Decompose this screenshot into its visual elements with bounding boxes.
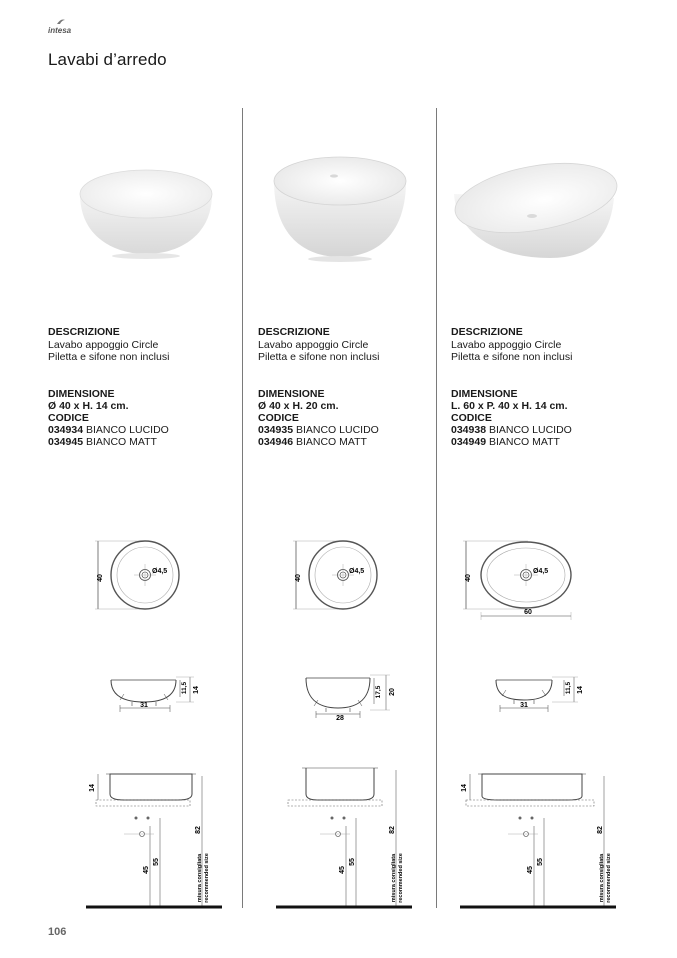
product-finish: BIANCO MATT	[85, 436, 157, 448]
dimension-label: 14	[461, 784, 468, 792]
dimension-label: 14	[577, 686, 584, 694]
dimension-label: 82	[597, 826, 604, 834]
description-heading: DESCRIZIONE	[48, 326, 120, 338]
description-heading: DESCRIZIONE	[258, 326, 330, 338]
dimension-label: 31	[520, 702, 528, 709]
recommended-size-note: recommended size	[606, 853, 612, 903]
description-line: Lavabo appoggio Circle	[48, 339, 159, 351]
dimension-label: 17,5	[375, 685, 382, 699]
description-heading: DESCRIZIONE	[451, 326, 523, 338]
dimension-label: 31	[140, 702, 148, 709]
dimension-heading: DIMENSIONE	[48, 388, 115, 400]
top-view-drawing	[458, 538, 578, 624]
product-photo-oval-basin	[450, 158, 620, 266]
description-line: Piletta e sifone non inclusi	[48, 351, 170, 363]
product-finish: BIANCO LUCIDO	[488, 424, 572, 436]
product-code: 034935	[258, 424, 294, 436]
dimension-label: 45	[143, 866, 150, 874]
product-finish: BIANCO LUCIDO	[295, 424, 379, 436]
recommended-size-note: misura consigliata	[391, 853, 397, 903]
dimension-label: 28	[336, 715, 344, 722]
product-code: 034938	[451, 424, 487, 436]
product-code: 034946	[258, 436, 294, 448]
product-finish: BIANCO MATT	[295, 436, 367, 448]
dimension-label: 55	[153, 858, 160, 866]
column-divider	[436, 108, 437, 908]
top-view-drawing	[288, 538, 388, 612]
recommended-size-note: recommended size	[204, 853, 210, 903]
dimension-label: Ø4,5	[349, 568, 365, 575]
column-divider	[242, 108, 243, 908]
description-line: Piletta e sifone non inclusi	[451, 351, 573, 363]
dimension-label: 45	[527, 866, 534, 874]
dimension-label: 45	[339, 866, 346, 874]
dimension-heading: DIMENSIONE	[258, 388, 325, 400]
dimension-label: 60	[524, 609, 532, 616]
page-number: 106	[48, 926, 67, 938]
code-row	[451, 424, 572, 437]
code-row	[258, 424, 379, 437]
dimension-label: 82	[389, 826, 396, 834]
brand-logo-icon	[56, 18, 66, 26]
description-line: Piletta e sifone non inclusi	[258, 351, 380, 363]
dimension-value: Ø 40 x H. 20 cm.	[258, 400, 339, 412]
dimension-label: 55	[537, 858, 544, 866]
dimension-label: 14	[89, 784, 96, 792]
dimension-label: 40	[295, 574, 302, 582]
recommended-size-note: misura consigliata	[197, 853, 203, 903]
dimension-label: 11,5	[181, 681, 188, 695]
side-view-drawing	[302, 672, 402, 724]
side-view-drawing	[108, 672, 208, 718]
code-row	[48, 436, 157, 449]
code-heading: CODICE	[258, 412, 299, 424]
code-row	[451, 436, 560, 449]
installation-drawing	[276, 766, 416, 912]
page-title: Lavabi d’arredo	[48, 50, 167, 69]
recommended-size-note: misura consigliata	[599, 853, 605, 903]
product-photo-round-basin-tall	[270, 153, 410, 263]
dimension-value: L. 60 x P. 40 x H. 14 cm.	[451, 400, 568, 412]
code-row	[48, 424, 169, 437]
dimension-heading: DIMENSIONE	[451, 388, 518, 400]
code-row	[258, 436, 367, 449]
description-line: Lavabo appoggio Circle	[258, 339, 369, 351]
product-finish: BIANCO LUCIDO	[85, 424, 169, 436]
product-code: 034949	[451, 436, 487, 448]
dimension-label: Ø4,5	[152, 568, 168, 575]
top-view-drawing	[90, 538, 190, 612]
dimension-label: 11,5	[565, 681, 572, 695]
dimension-label: 55	[349, 858, 356, 866]
product-photo-round-basin-low	[76, 160, 216, 260]
dimension-label: 40	[97, 574, 104, 582]
recommended-size-note: recommended size	[398, 853, 404, 903]
product-code: 034945	[48, 436, 84, 448]
installation-drawing	[458, 766, 618, 912]
side-view-drawing	[490, 672, 590, 718]
product-finish: BIANCO MATT	[488, 436, 560, 448]
dimension-label: Ø4,5	[533, 568, 549, 575]
installation-drawing	[84, 766, 224, 912]
code-heading: CODICE	[48, 412, 89, 424]
dimension-label: 14	[193, 686, 200, 694]
dimension-label: 82	[195, 826, 202, 834]
dimension-label: 20	[389, 688, 396, 696]
dimension-label: 40	[465, 574, 472, 582]
brand-name: intesa	[48, 26, 72, 35]
dimension-value: Ø 40 x H. 14 cm.	[48, 400, 129, 412]
code-heading: CODICE	[451, 412, 492, 424]
description-line: Lavabo appoggio Circle	[451, 339, 562, 351]
product-code: 034934	[48, 424, 84, 436]
